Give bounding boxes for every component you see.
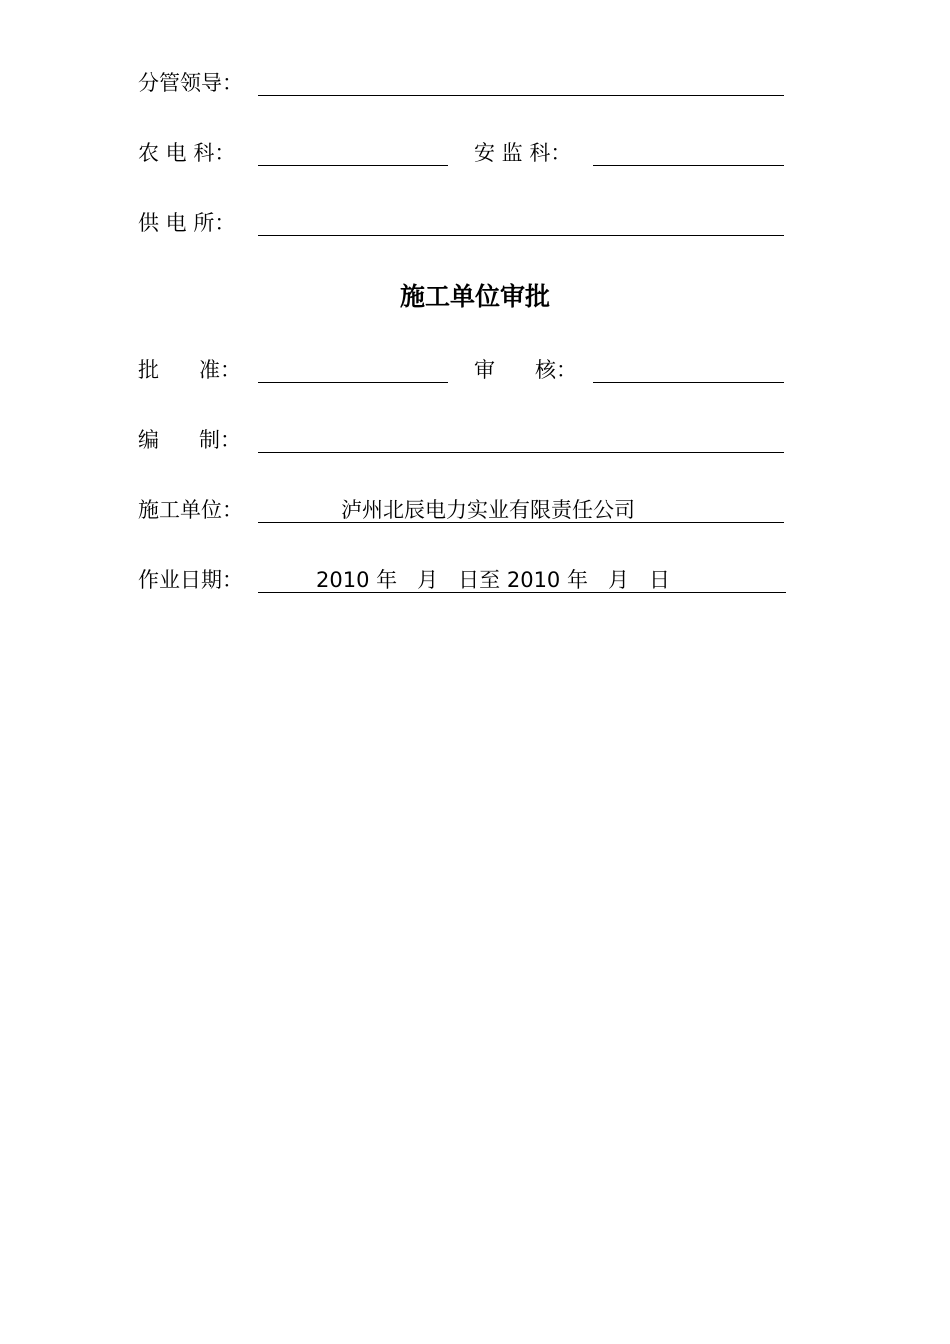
safety-label: 安 监 科：	[474, 141, 572, 165]
leader-label: 分管领导：	[138, 71, 243, 95]
review-label: 审 核：	[474, 358, 578, 382]
unit-value: 泸州北辰电力实业有限责任公司	[341, 498, 635, 522]
rural-label: 农 电 科：	[138, 141, 236, 165]
approve-signature-line[interactable]	[258, 352, 448, 383]
station-signature-line[interactable]	[258, 205, 784, 236]
review-signature-line[interactable]	[593, 352, 784, 383]
approve-review-row	[138, 355, 788, 395]
date-row	[138, 565, 788, 605]
compile-signature-line[interactable]	[258, 422, 784, 453]
date-value: 2010 年 月 日至 2010 年 月 日	[316, 568, 671, 592]
unit-label: 施工单位：	[138, 498, 243, 522]
rural-signature-line[interactable]	[258, 135, 448, 166]
date-label: 作业日期：	[138, 568, 243, 592]
leader-row	[138, 68, 788, 108]
compile-row	[138, 425, 788, 465]
section-title: 施工单位审批	[399, 282, 550, 311]
compile-label: 编 制：	[138, 428, 242, 452]
unit-row	[138, 495, 788, 535]
station-label: 供 电 所：	[138, 211, 236, 235]
station-row	[138, 208, 788, 248]
approve-label: 批 准：	[138, 358, 242, 382]
rural-safety-row	[138, 138, 788, 178]
leader-signature-line[interactable]	[258, 65, 784, 96]
safety-signature-line[interactable]	[593, 135, 784, 166]
